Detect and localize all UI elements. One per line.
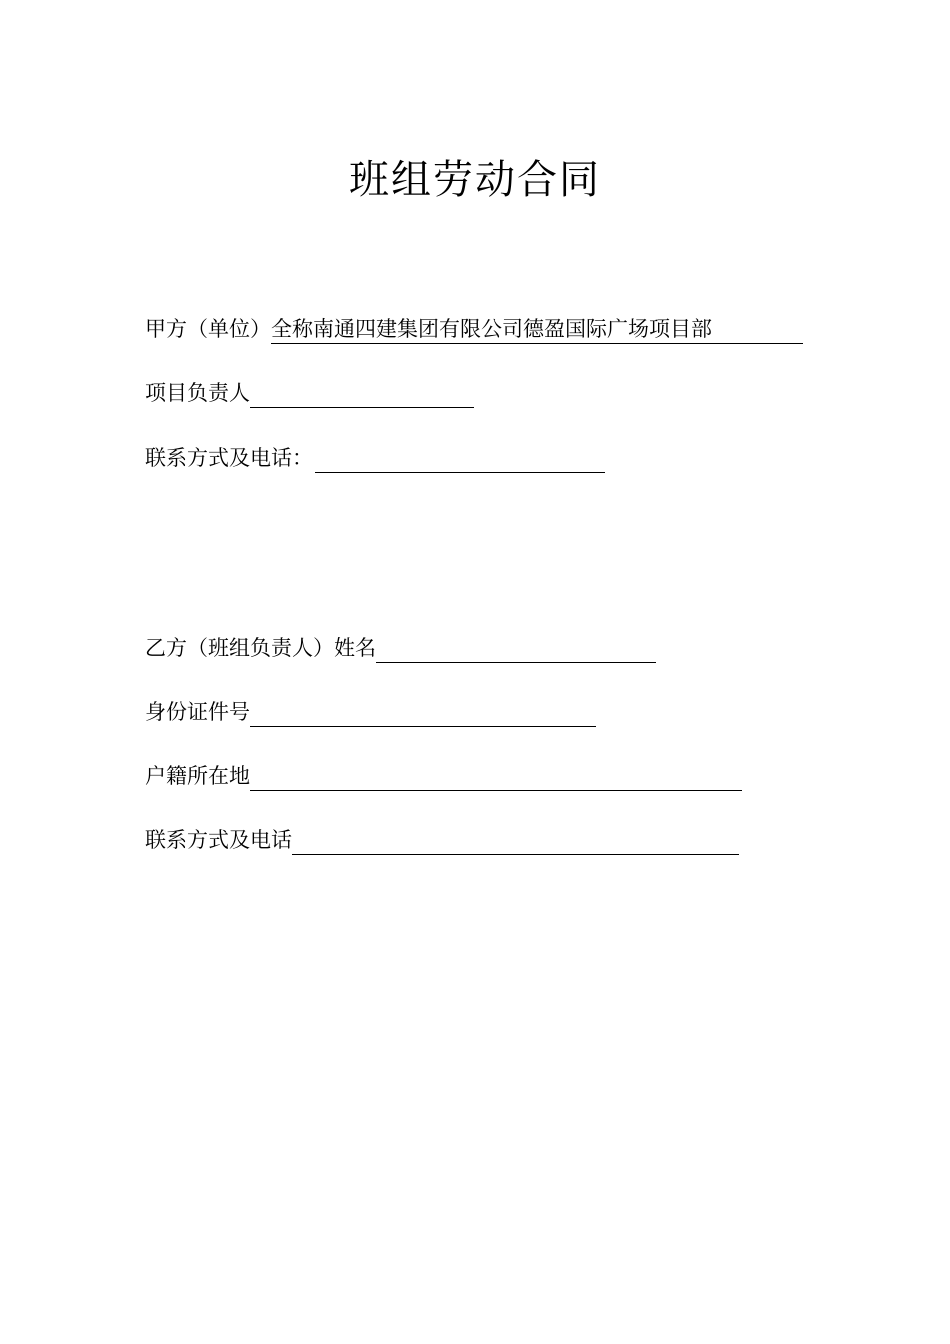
party-a-unit-field[interactable]: 全称南通四建集团有限公司德盈国际广场项目部 (271, 314, 803, 344)
party-b-id-row (145, 697, 596, 727)
party-b-contact-row (145, 825, 739, 855)
party-a-contact-label: 联系方式及电话： (145, 446, 313, 470)
party-b-domicile-row (145, 761, 742, 791)
party-b-id-label: 身份证件号 (145, 700, 250, 724)
party-a-contact-row (145, 443, 605, 473)
party-b-contact-field[interactable] (292, 825, 739, 855)
party-b-contact-label: 联系方式及电话 (145, 828, 292, 852)
party-b-id-field[interactable] (250, 697, 596, 727)
party-b-name-row (145, 633, 656, 663)
party-b-name-field[interactable] (376, 633, 656, 663)
party-a-unit-label: 甲方（单位） (145, 317, 271, 341)
party-b-domicile-field[interactable] (250, 761, 742, 791)
party-a-leader-field[interactable] (250, 378, 474, 408)
party-a-leader-label: 项目负责人 (145, 381, 250, 405)
party-b-domicile-label: 户籍所在地 (145, 764, 250, 788)
party-b-name-label: 乙方（班组负责人）姓名 (145, 636, 376, 660)
document-title: 班组劳动合同 (349, 157, 601, 203)
party-a-contact-field[interactable] (315, 443, 605, 473)
party-a-unit-row (145, 314, 803, 344)
party-a-leader-row (145, 378, 474, 408)
